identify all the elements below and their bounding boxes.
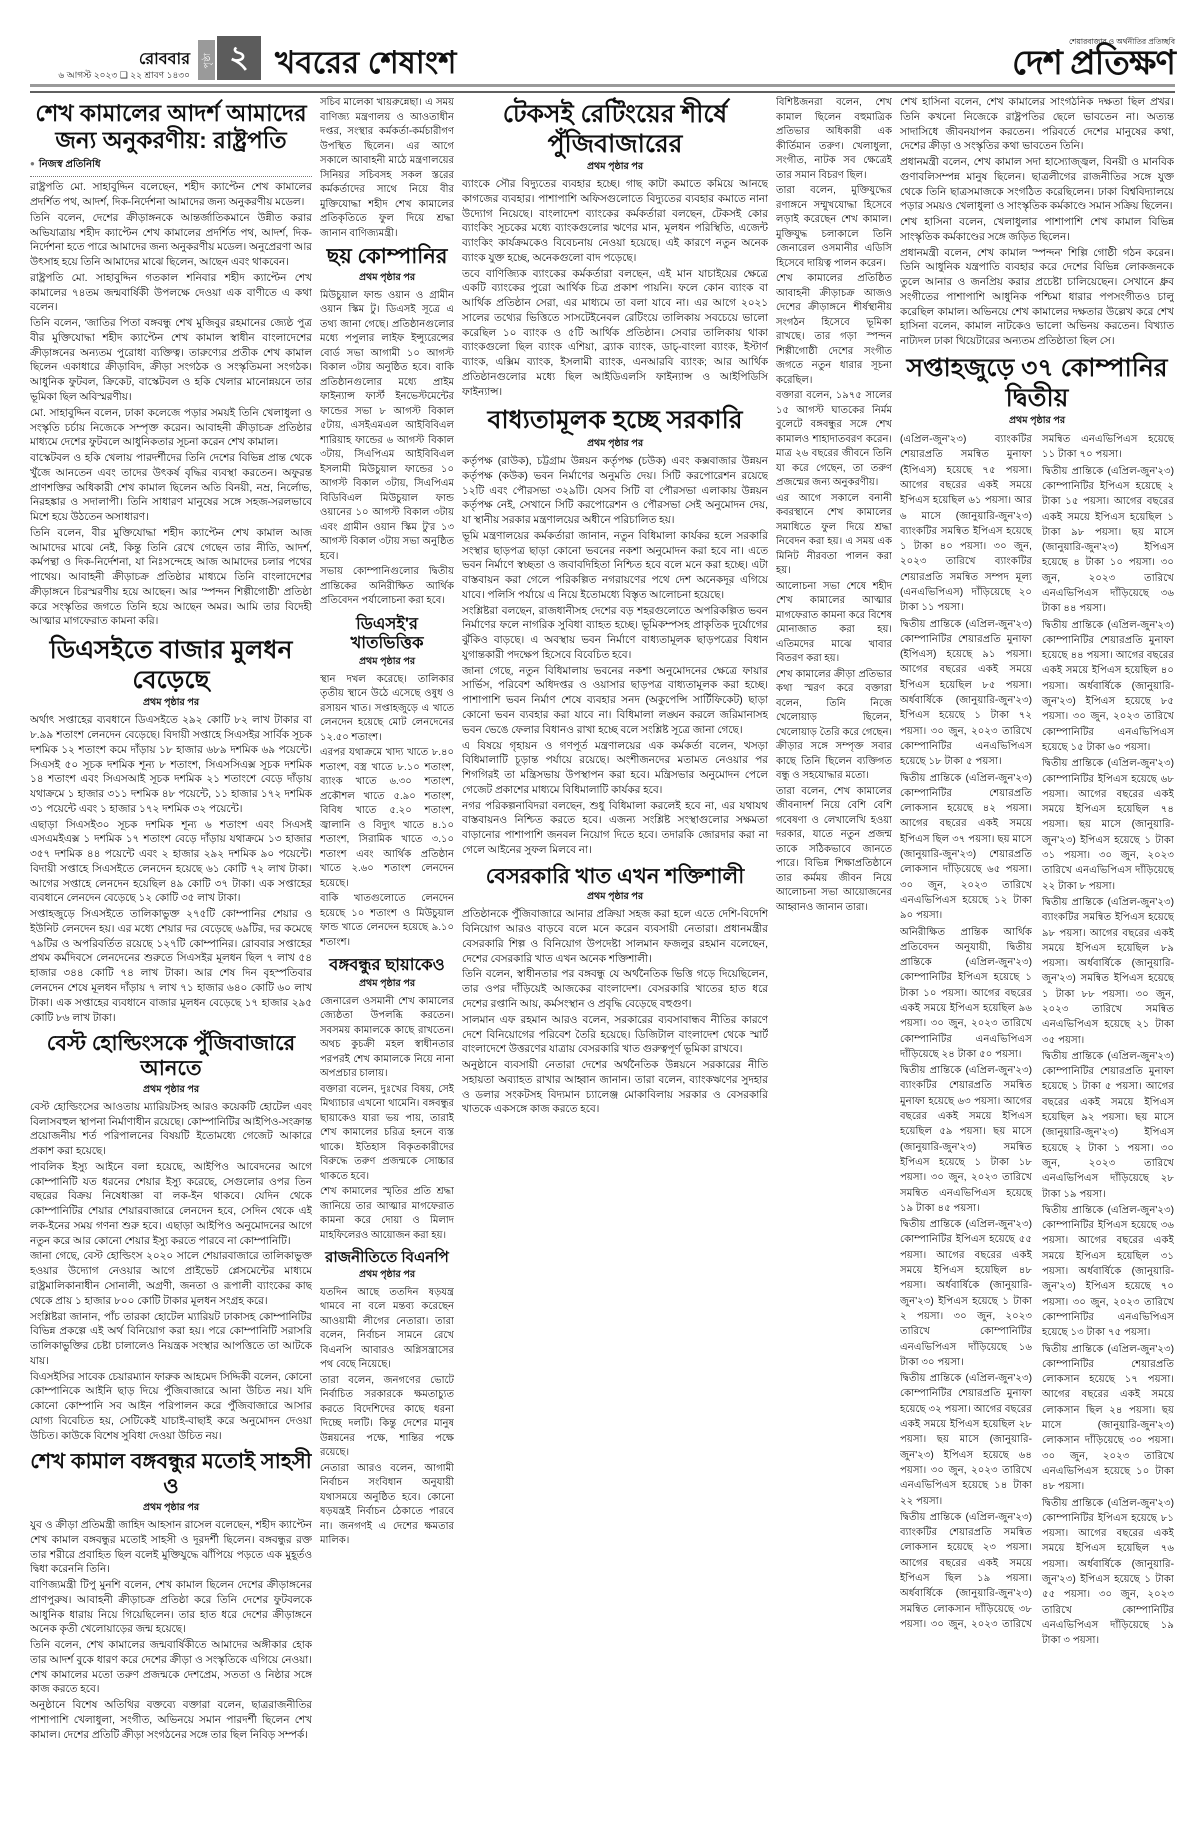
body-paragraph: শেখ হাসিনা বলেন, শেখ কামালের সাংগঠনিক দক্ষতা ছিল প্রখর। তিনি কখনো নিজেকে রাষ্ট্রপতির ছেলে ভাবতেন না। অত্যন্ত সাদাসিধে জীবনযাপন করতেন। পরিবর্তে দেশের মানুষের কথা, দেশের ক্রীড়া ও সংস্কৃতির কথা ভাবতেন তিনি। [900, 97, 1174, 153]
continued-from-front: প্রথম পৃষ্ঠার পর [142, 697, 200, 709]
continued-from-front: প্রথম পৃষ্ঠার পর [142, 1501, 200, 1513]
body-paragraph: তিনি বলেন, বীর মুক্তিযোদ্ধা শহীদ ক্যাপ্টেন শেখ কামাল আজ আমাদের মাঝে নেই, কিন্তু তিনি রেখে গেছেন তার নীতি, আদর্শ, কর্মপন্থা ও দিক-নির্দেশনা, যা নিঃসন্দেহে আজ আমাদের চলার পথের পাথেয়। আবাহনী ক্রীড়াচক্র প্রতিষ্ঠার মাধ্যমে তিনি বাংলাদেশের ক্রীড়াঙ্গনে চিরস্মরণীয় হয়ে আছেন। আর 'স্পন্দন শিল্পীগোষ্ঠী' প্রতিষ্ঠা করে সংস্কৃতির জগতে তিনি হয়ে আছেন অমর। আমি তার বিদেহী আত্মার মাগফেরাত কামনা করি। [30, 527, 312, 628]
continued-from-front: প্রথম পৃষ্ঠার পর [586, 161, 644, 172]
body-paragraph: দ্বিতীয় প্রান্তিকে (এপ্রিল-জুন'২৩) কোম্পানিটির শেয়ারপ্রতি মুনাফা হয়েছে ৪৪ পয়সা। আগের বছরের একই সময়ে ইপিএস হয়েছিল ৪০ পয়সা। অর্ধবার্ষিকে (জানুয়ারি-জুন'২৩) ইপিএস হয়েছে ৮৫ পয়সা। ৩০ জুন, ২০২৩ তারিখে কোম্পানিটির এনএভিপিএস হয়েছে ১৫ টাকা ৬০ পয়সা। [1042, 619, 1174, 753]
page-label-tab [198, 40, 215, 80]
page-label-text: পৃষ্ঠা [202, 51, 212, 69]
body-paragraph: রাষ্ট্রপতি মো. সাহাবুদ্দিন বলেছেন, শহীদ ক্যাপ্টেন শেখ কামালের প্রদর্শিত পথ, আদর্শ, দিক-নির্দেশনা আমাদের জন্য অনুকরণীয় মডেল। [30, 182, 312, 209]
article-dse-sectorwise [320, 615, 454, 950]
body-paragraph: জানা গেছে, বেস্ট হোল্ডিংস ২০২০ সালে শেয়ারবাজারে তালিকাভুক্ত হওয়ার উদ্যোগ নেওয়ার আগে প্রাইভেট প্লেসমেন্টের মাধ্যমে রাষ্ট্রমালিকানাধীন সোনালী, অগ্রণী, জনতা ও রূপালী ব্যাংকের কাছ থেকে প্রায় ১ হাজার ৮০০ কোটি টাকার মূলধন সংগ্রহ করে। [30, 1251, 312, 1307]
article-kamal-brave [30, 1450, 312, 1743]
body-paragraph: তারা বলেন, মুক্তিযুদ্ধের রণাঙ্গনে সম্মুখযোদ্ধা হিসেবে লড়াই করেছেন শেখ কামাল। মুক্তিযুদ্ধ চলাকালে তিনি জেনারেল ওসমানীর এডিসি হিসেবে দায়িত্ব পালন করেন। [776, 185, 892, 269]
masthead-logo: দেশ প্রতিক্ষণ [1012, 44, 1175, 82]
body-paragraph: তিনি বলেন, স্বাধীনতার পর বঙ্গবন্ধু যে অর্থনৈতিক ভিত্তি গড়ে দিয়েছিলেন, তার ওপর দাঁড়িয়েই আজকের বাংলাদেশ। বেসরকারি খাতের হাত ধরে দেশের রপ্তানি আয়, কর্মসংস্থান ও প্রবৃদ্ধি বেড়েছে বহুগুণ। [462, 969, 768, 1011]
body-paragraph: সভায় কোম্পানিগুলোর দ্বিতীয় প্রান্তিকের অনিরীক্ষিত আর্থিক প্রতিবেদন পর্যালোচনা করা হবে। [320, 566, 454, 607]
body-paragraph: প্রতিষ্ঠানকে পুঁজিবাজারে আনার প্রক্রিয়া সহজ করা হলে এতে দেশি-বিদেশি বিনিয়োগ আরও বাড়বে বলে মনে করেন ব্যবসায়ী নেতারা। প্রধানমন্ত্রীর বেসরকারি শিল্প ও বিনিয়োগ উপদেষ্টা সালমান ফজলুর রহমান বলেছেন, দেশের বেসরকারি খাত এখন অনেক শক্তিশালী। [462, 909, 768, 965]
continued-from-front: প্রথম পৃষ্ঠার পর [586, 437, 644, 449]
column-4 [776, 96, 892, 1834]
body-paragraph: প্রধানমন্ত্রী বলেন, শেখ কামাল 'স্পন্দন' শিল্পি গোষ্ঠী গঠন করেন। তিনি আধুনিক যন্ত্রপাতি ব্যবহার করে দেশের বিভিন্ন লোকজনকে তুলে আনার ও জনপ্রিয় করার প্রচেষ্টা চালিয়েছেন। সেখানে ধ্রুব সংগীতের পাশাপাশি আধুনিক পশ্চিমা ধারার পপসংগীতও চালু করেছিল কামাল। অভিনয়ে শেখ কামালের দক্ষতার উল্লেখ করে শেখ হাসিনা বলেন, কামাল নাটকেও ভালো অভিনয় করতেন। বিখ্যাত নাট্যদল ঢাকা থিয়েটারের অন্যতম প্রতিষ্ঠাতা ছিল সে। [900, 247, 1174, 348]
body-paragraph: যতদিন আছে ততদিন ষড়যন্ত্র থামবে না বলে মন্তব্য করেছেন আওয়ামী লীগের নেতারা। তারা বলেন, নির্বাচন সামনে রেখে বিএনপি আবারও অগ্নিসন্ত্রাসের পথ বেছে নিয়েছে। [320, 1286, 454, 1371]
body-paragraph: অনুষ্ঠানে ব্যবসায়ী নেতারা দেশের অর্থনৈতিক উন্নয়নে সরকারের নীতি সহায়তা অব্যাহত রাখার আহ্বান জানান। তারা বলেন, ব্যাংকঋণের সুদহার ও ডলার সংকটসহ বিদ্যমান চ্যালেঞ্জ মোকাবিলায় সরকার ও বেসরকারি খাতকে একসঙ্গে কাজ করতে হবে। [462, 1060, 768, 1116]
article-body [462, 178, 768, 400]
body-paragraph: ব্যাংকে সৌর বিদ্যুতের ব্যবহার হচ্ছে। গাছ কাটা কমাতে কমিয়ে আনছে কাগজের ব্যবহার। পাশাপাশি অফিসগুলোতে বিদ্যুতের ব্যবহার কমাতে নানা উদ্যোগ নিয়েছে। বাংলাদেশ ব্যাংকের কর্মকর্তারা বলছেন, টেকসই কোর ব্যাংকিং সূচকের মধ্যে ব্যাংকগুলোর ঋণের মান, মূলধন পরিস্থিতি, এজেন্ট ব্যাংকিং কার্যক্রমকেও বিবেচনায় নেওয়া হয়েছে। এই কারণে নতুন অনেক ব্যাংক যুক্ত হচ্ছে, অনেকগুলো বাদ পড়েছে। [462, 179, 768, 264]
article-headline: শেখ কামাল বঙ্গবন্ধুর মতোই সাহসী ও [30, 1450, 312, 1499]
article-best-holdings [30, 1032, 312, 1444]
body-paragraph: শেখ কামালের ক্রীড়া প্রতিভার কথা স্মরণ করে বক্তারা বলেন, তিনি নিজে খেলোয়াড় ছিলেন, খেলোয়াড় তৈরি করে গেছেন। ক্রীড়ার সঙ্গে সম্পৃক্ত সবার কাছে তিনি ছিলেন ব্যক্তিগত বন্ধু ও সহযোদ্ধার মতো। [776, 668, 892, 781]
body-paragraph: প্রধানমন্ত্রী বলেন, শেখ কামাল সদা হাস্যোজ্জ্বল, বিনয়ী ও মানবিক গুণাবলিসম্পন্ন মানুষ ছিলেন। ছাত্রলীগের রাজনীতির সঙ্গে যুক্ত থেকে তিনি ছাত্রসমাজকে সংগঠিত করেছিলেন। ঢাকা বিশ্ববিদ্যালয়ে পড়ার সময়ও খেলাধুলা ও সাংস্কৃতিক কর্মকাণ্ডে সমান সক্রিয় ছিলেন। [900, 157, 1174, 213]
continued-from-front: প্রথম পৃষ্ঠার পর [358, 271, 416, 283]
column-2 [320, 96, 454, 1834]
body-paragraph: মো. সাহাবুদ্দিন বলেন, ঢাকা কলেজে পড়ার সময়ই তিনি খেলাধুলা ও সংস্কৃতি চর্চায় নিজেকে সম্পৃক্ত করেন। আবাহনী ক্রীড়াচক্র প্রতিষ্ঠার মাধ্যমে দেশের ফুটবলে আধুনিকতার সূচনা করেন শেখ কামাল। [30, 407, 312, 449]
article-headline: বেসরকারি খাত এখন শক্তিশালী [485, 864, 745, 888]
article-body [320, 995, 454, 1244]
article-body [900, 432, 1174, 1648]
body-paragraph: দ্বিতীয় প্রান্তিকে (এপ্রিল-জুন'২৩) কোম্পানিটির শেয়ারপ্রতি লোকসান হয়েছে ৪২ পয়সা। আগের বছরের একই সময়ে ইপিএস ছিল ৩৭ পয়সা। ছয় মাসে (জানুয়ারি-জুন'২৩) শেয়ারপ্রতি লোকসান দাঁড়িয়েছে ৬৫ পয়সা। ৩০ জুন, ২০২৩ তারিখে এনএভিপিএস হয়েছে ১২ টাকা ৯০ পয়সা। [900, 772, 1032, 922]
body-paragraph: এরপর যথাক্রমে খাদ্য খাতে ৮.৪০ শতাংশ, বস্ত্র খাতে ৮.১০ শতাংশ, ব্যাংক খাতে ৬.৩০ শতাংশ, প্রকৌশল খাতে ৫.৯০ শতাংশ, বিবিধ খাতে ৫.২০ শতাংশ, জ্বালানি ও বিদ্যুৎ খাতে ৪.১০ শতাংশ, সিরামিক খাতে ৩.১০ শতাংশ এবং আর্থিক প্রতিষ্ঠান খাতে ২.৬০ শতাংশ লেনদেন হয়েছে। [320, 747, 454, 889]
article-body [30, 714, 312, 1026]
continuation-text [320, 96, 454, 241]
body-paragraph: তিনি বলেন, শেখ কামালের জন্মবার্ষিকীতে আমাদের অঙ্গীকার হোক তার আদর্শ বুকে ধারণ করে দেশের ক্রীড়া ও সংস্কৃতিকে এগিয়ে নেওয়া। শেখ কামালের মতো তরুণ প্রজন্মকে দেশপ্রেম, সততা ও নিষ্ঠার সঙ্গে কাজ করতে হবে। [30, 1640, 312, 1696]
body-paragraph: অনিরীক্ষিত প্রান্তিক আর্থিক প্রতিবেদন অনুযায়ী, দ্বিতীয় প্রান্তিকে (এপ্রিল-জুন'২৩) কোম্পানিটির ইপিএস হয়েছে ১ টাকা ১০ পয়সা। আগের বছরের একই সময়ে ইপিএস হয়েছিল ৯৬ পয়সা। ৩০ জুন, ২০২৩ তারিখে কোম্পানিটির এনএভিপিএস দাঁড়িয়েছে ২৪ টাকা ৫০ পয়সা। [900, 926, 1032, 1060]
article-body [320, 1286, 454, 1549]
body-paragraph: দ্বিতীয় প্রান্তিকে (এপ্রিল-জুন'২৩) ব্যাংকটির সমন্বিত ইপিএস হয়েছে ৯৮ পয়সা। আগের বছরের একই সময়ে ইপিএস হয়েছিল ৮৯ পয়সা। অর্ধবার্ষিকে (জানুয়ারি-জুন'২৩) সমন্বিত ইপিএস হয়েছে ১ টাকা ৮৮ পয়সা। ৩০ জুন, ২০২৩ তারিখে সমন্বিত এনএভিপিএস হয়েছে ২১ টাকা ৩৫ পয়সা। [1042, 896, 1174, 1046]
header-divider [30, 84, 1175, 93]
article-headline: ডিএসইতে বাজার মুলধন বেড়েছে [49, 636, 293, 694]
body-paragraph: যুব ও ক্রীড়া প্রতিমন্ত্রী জাহিদ আহসান রাসেল বলেছেন, শহীদ ক্যাপ্টেন শেখ কামাল বঙ্গবন্ধুর মতোই সাহসী ও দূরদর্শী ছিলেন। বঙ্গবন্ধুর রক্ত তার শরীরে প্রবাহিত ছিল বলেই মুক্তিযুদ্ধে ঝাঁপিয়ে পড়তে এক মুহূর্তও দ্বিধা করেননি তিনি। [30, 1519, 312, 1576]
article-37-companies-q2 [900, 354, 1174, 1648]
body-paragraph: দ্বিতীয় প্রান্তিকে (এপ্রিল-জুন'২৩) কোম্পানিটির শেয়ারপ্রতি মুনাফা হয়েছে ৩২ পয়সা। আগের বছরের একই সময়ে ইপিএস হয়েছিল ২৮ পয়সা। ছয় মাসে (জানুয়ারি-জুন'২৩) ইপিএস হয়েছে ৬৪ পয়সা। ৩০ জুন, ২০২৩ তারিখে এনএভিপিএস হয়েছে ১৪ টাকা ২২ পয়সা। [900, 1373, 1032, 1507]
article-headline: রাজনীতিতে বিএনপি [325, 1249, 449, 1267]
body-paragraph: দ্বিতীয় প্রান্তিকে (এপ্রিল-জুন'২৩) ব্যাংকটির শেয়ারপ্রতি সমন্বিত মুনাফা হয়েছে ৬৩ পয়সা। আগের বছরের একই সময়ে ইপিএস হয়েছিল ৫৯ পয়সা। ছয় মাসে (জানুয়ারি-জুন'২৩) সমন্বিত ইপিএস হয়েছে ১ টাকা ১৮ পয়সা। ৩০ জুন, ২০২৩ তারিখে সমন্বিত এনএভিপিএস হয়েছে ১৯ টাকা ৪৫ পয়সা। [900, 1065, 1032, 1214]
article-dse-market-cap [30, 636, 312, 1026]
continued-from-front: প্রথম পৃষ্ঠার পর [358, 977, 416, 989]
article-headline: বেস্ট হোল্ডিংসকে পুঁজিবাজারে আনতে [46, 1032, 296, 1081]
continued-from-front: প্রথম পৃষ্ঠার পর [586, 891, 644, 903]
article-body [320, 673, 454, 951]
section-title: খবরের শেষাংশ [275, 45, 457, 80]
body-paragraph: রাষ্ট্রপতি মো. সাহাবুদ্দিন গতকাল শনিবার শহীদ ক্যাপ্টেন শেখ কামালের ৭৪তম জন্মবার্ষিকী উপলক্ষে দেওয়া এক বাণীতে এ কথা বলেন। [30, 272, 312, 314]
body-paragraph: সংশ্লিষ্টরা জানান, পাঁচ তারকা হোটেল ম্যারিয়ট ঢাকাসহ কোম্পানিটির বিভিন্ন প্রকল্পে এই অর্থ বিনিয়োগ করা হয়। পরে কোম্পানিটি সরাসরি তালিকাভুক্তির চেষ্টা চালালেও নিয়ন্ত্রক সংস্থার আপত্তিতে তা আটকে যায়। [30, 1311, 312, 1367]
body-paragraph: দ্বিতীয় প্রান্তিকে (এপ্রিল-জুন'২৩) কোম্পানিটির শেয়ারপ্রতি মুনাফা (ইপিএস) হয়েছে ৯১ পয়সা। আগের বছরের একই সময়ে ইপিএস হয়েছিল ৮৫ পয়সা। অর্ধবার্ষিকে (জানুয়ারি-জুন'২৩) ইপিএস হয়েছে ১ টাকা ৭২ পয়সা। ৩০ জুন, ২০২৩ তারিখে কোম্পানিটির এনএভিপিএস হয়েছে ১৮ টাকা ৫ পয়সা। [900, 618, 1032, 768]
column-1 [30, 96, 312, 1834]
article-body [462, 908, 768, 1118]
masthead [1012, 38, 1175, 81]
body-paragraph: তারা বলেন, জনগণের ভোটে নির্বাচিত সরকারকে ক্ষমতাচ্যুত করতে বিদেশিদের কাছে ধরনা দিচ্ছে দলটি। কিন্তু দেশের মানুষ উন্নয়নের পক্ষে, শান্তির পক্ষে রয়েছে। [320, 1374, 454, 1459]
article-headline: ডিএসই'র খাতভিত্তিক [350, 614, 424, 653]
article-sheikh-kamal-ideal [30, 100, 312, 630]
body-paragraph: শেখ কামালের স্মৃতির প্রতি শ্রদ্ধা জানিয়ে তার আত্মার মাগফেরাত কামনা করে দোয়া ও মিলাদ মাহফিলেরও আয়োজন করা হয়। [320, 1186, 454, 1241]
body-paragraph: আলোচনা সভা শেষে শহীদ শেখ কামালের আত্মার মাগফেরাত কামনা করে বিশেষ মোনাজাত করা হয়। এতিমদের মাঝে খাবার বিতরণ করা হয়। [776, 580, 892, 664]
body-paragraph: সালমান এফ রহমান আরও বলেন, সরকারের ব্যবসাবান্ধব নীতির কারণে দেশে বিনিয়োগের পরিবেশ তৈরি হয়েছে। ডিজিটাল বাংলাদেশ থেকে স্মার্ট বাংলাদেশে উত্তরণের যাত্রায় বেসরকারি খাত গুরুত্বপূর্ণ ভূমিকা রাখবে। [462, 1014, 768, 1056]
article-headline: ছয় কোম্পানির [326, 245, 448, 268]
body-paragraph: বক্তারা বলেন, ১৯৭৫ সালের ১৫ আগস্ট ঘাতকের নির্মম বুলেটে বঙ্গবন্ধুর সঙ্গে শেখ কামালও শাহাদাতবরণ করেন। মাত্র ২৬ বছরের জীবনে তিনি যা করে গেছেন, তা তরুণ প্রজন্মের জন্য অনুকরণীয়। [776, 390, 892, 488]
body-paragraph: এছাড়া সিএসই৩০ সূচক দশমিক শূন্য ৬ শতাংশ এবং সিএসই এসএমইএক্স ১ দশমিক ১৭ শতাংশ বেড়ে দাঁড়ায় যথাক্রমে ১৩ হাজার ৩৫৭ দশমিক ৪৪ পয়েন্টে এবং ২ হাজার ২৯২ দশমিক ৯০ পয়েন্টে। বিদায়ী সপ্তাহে সিএসইতে লেনদেন হয়েছে ৬১ কোটি ৭২ লাখ টাকা। আগের সপ্তাহে লেনদেন হয়েছিল ৪৯ কোটি ৩৭ টাকা। এক সপ্তাহের ব্যবধানে লেনদেন বেড়েছে ১২ কোটি ৩৫ লাখ টাকা। [30, 819, 312, 905]
body-paragraph: পাবলিক ইস্যু আইনে বলা হয়েছে, আইপিও আবেদনের আগে কোম্পানিটি যত ধরনের শেয়ার ইস্যু করেছে, সেগুলোর ওপর তিন বছরের বিক্রয় নিষেধাজ্ঞা বা লক-ইন থাকবে। যেদিন থেকে কোম্পানিটির শেয়ার শেয়ারবাজারে লেনদেন হবে, সেদিন থেকে এই লক-ইনের সময় গণনা শুরু হবে। এছাড়া আইপিও অনুমোদনের আগে নতুন করে আর কোনো শেয়ার ইস্যু করতে পারবে না কোম্পানিটি। [30, 1161, 312, 1247]
body-paragraph: তবে বাণিজ্যিক ব্যাংকের কর্মকর্তারা বলছেন, এই মান যাচাইয়ের ক্ষেত্রে একটি ব্যাংকের পুরো আর্থিক চিত্র প্রকাশ পায়নি। ফলে কোন ব্যাংক বা আর্থিক প্রতিষ্ঠান সেরা, এর মাধ্যমে তা বলা যাবে না। এর আগে ২০২১ সালের তথ্যের ভিত্তিতে সাসটেইনেবল রেটিংয়ে তালিকায় সবচেয়ে ভালো করেছিল ১০ ব্যাংক ও ৫টি আর্থিক প্রতিষ্ঠান। সেবার তালিকায় থাকা ব্যাংকগুলো ছিল ব্যাংক এশিয়া, ব্র্যাক ব্যাংক, ডাচ্-বাংলা ব্যাংক, ইস্টার্ণ ব্যাংক, এক্সিম ব্যাংক, ইসলামী ব্যাংক, এনআরবি ব্যাংক; আর আর্থিক প্রতিষ্ঠানগুলোর মধ্যে ছিল আইডিএলসি ফাইন্যান্স ও আইপিডিসি ফাইন্যান্স। [462, 268, 768, 398]
body-paragraph: তিনি বলেন, দেশের ক্রীড়াঙ্গনকে আন্তর্জাতিকমানে উন্নীত করার অভিযাত্রায় শহীদ ক্যাপ্টেন শেখ কামালের প্রদর্শিত পথ, আদর্শ, দিক-নির্দেশনা হতে পারে আমাদের জন্য অনুকরণীয় মডেল। অনুপ্রেরণা আর উৎসাহ হয়ে তিনি আমাদের মাঝে ছিলেন, আছেন এবং থাকবেন। [30, 212, 312, 269]
article-mandatory-govt [462, 406, 768, 858]
body-paragraph: জেনারেল ওসমানী শেখ কামালের জ্যেষ্ঠতা উপলব্ধি করতেন। সবসময় কামালকে কাছে রাখতেন। অথচ কুচক্রী মহল স্বাধীনতার পরপরই শেখ কামালকে নিয়ে নানা অপপ্রচার চালায়। [320, 995, 454, 1080]
body-paragraph: শেখ কামালের প্রতিষ্ঠিত আবাহনী ক্রীড়াচক্র আজও দেশের ক্রীড়াঙ্গনে শীর্ষস্থানীয় সংগঠন হিসেবে ভূমিকা রাখছে। তার গড়া স্পন্দন শিল্পীগোষ্ঠী দেশের সংগীত জগতে নতুন ধারার সূচনা করেছিল। [776, 273, 892, 386]
body-paragraph: নগর পরিকল্পনাবিদরা বলছেন, শুধু বিধিমালা করলেই হবে না, এর যথাযথ বাস্তবায়নও নিশ্চিত করতে হবে। এজন্য সংশ্লিষ্ট সংস্থাগুলোর সক্ষমতা বাড়ানোর পাশাপাশি জনবল নিয়োগ দিতে হবে। তদারকি জোরদার করা না গেলে আইনের সুফল মিলবে না। [462, 800, 768, 856]
article-private-sector-strong [462, 865, 768, 1118]
body-paragraph: দ্বিতীয় প্রান্তিকে (এপ্রিল-জুন'২৩) কোম্পানিটির শেয়ারপ্রতি লোকসান হয়েছে ১৭ পয়সা। আগের বছরের একই সময়ে লোকসান ছিল ২৪ পয়সা। ছয় মাসে (জানুয়ারি-জুন'২৩) লোকসান দাঁড়িয়েছে ৩০ পয়সা। ৩০ জুন, ২০২৩ তারিখে এনএভিপিএস হয়েছে ১০ টাকা ৪৮ পয়সা। [1042, 1343, 1174, 1493]
body-paragraph: কর্তৃপক্ষ (রাউক), চট্টগ্রাম উন্নয়ন কর্তৃপক্ষ (চউক) এবং কক্সবাজার উন্নয়ন কর্তৃপক্ষ (কউক) ভবন নির্মাণের অনুমতি দেয়। সিটি করপোরেশন রয়েছে ১২টি এবং পৌরসভা ৩২৯টি। যেসব সিটি বা পৌরসভা এলাকায় উন্নয়ন কর্তৃপক্ষ নেই, সেখানে সিটি করপোরেশন ও পৌরসভা সেই অনুমোদন দেয়, যা স্থানীয় সরকার মন্ত্রণালয়ের অধীনে পরিচালিত হয়। [462, 455, 768, 527]
article-body [462, 455, 768, 859]
body-paragraph: এ বিষয়ে গৃহায়ন ও গণপূর্ত মন্ত্রণালয়ের এক কর্মকর্তা বলেন, খসড়া বিধিমালাটি চূড়ান্ত পর্যায়ে রয়েছে। অংশীজনদের মতামত নেওয়ার পর শিগগিরই তা মন্ত্রিসভায় উপস্থাপন করা হবে। মন্ত্রিসভার অনুমোদন পেলে গেজেট প্রকাশের মাধ্যমে বিধিমালাটি কার্যকর হবে। [462, 740, 768, 796]
continued-from-front: প্রথম পৃষ্ঠার পর [358, 655, 416, 667]
article-body [30, 1101, 312, 1445]
article-headline: বঙ্গবন্ধুর ছায়াকেও [329, 956, 445, 975]
continued-from-front: প্রথম পৃষ্ঠার পর [1008, 415, 1066, 427]
body-paragraph: (এপ্রিল-জুন'২৩) ব্যাংকটির শেয়ারপ্রতি সমন্বিত মুনাফা (ইপিএস) হয়েছে ৭৫ পয়সা। আগের বছরের একই সময়ে ইপিএস হয়েছিল ৬১ পয়সা। আর ৬ মাসে (জানুয়ারি-জুন'২৩) ব্যাংকটির সমন্বিত ইপিএস হয়েছে ১ টাকা ৪০ পয়সা। ৩০ জুন, ২০২৩ তারিখে ব্যাংকটির শেয়ারপ্রতি সমন্বিত সম্পদ মূল্য (এনএভিপিএস) দাঁড়িয়েছে ২০ টাকা ১১ পয়সা। [900, 434, 1032, 614]
page-header [30, 28, 1175, 80]
continued-from-front: প্রথম পৃষ্ঠার পর [358, 1268, 416, 1280]
body-paragraph: সপ্তাহজুড়ে সিএসইতে তালিকাভুক্ত ২৭৫টি কোম্পানির শেয়ার ও ইউনিট লেনদেন হয়। এর মধ্যে শেয়ার দর বেড়েছে ৬৯টির, দর কমেছে ৭৯টির ও অপরিবর্তিত রয়েছে ১২৭টি কোম্পানির। রোববার সপ্তাহের প্রথম কর্মদিবসে লেনদেনের শুরুতে সিএসইর মূলধন ছিল ৭ লাখ ৫৪ হাজার ৩৪৪ কোটি ৭৪ লাখ টাকা। আর শেষ দিন বৃহস্পতিবার লেনদেন শেষে মূলধন দাঁড়ায় ৭ লাখ ৭১ হাজার ৬৪০ কোটি ৬০ লাখ টাকা। এক সপ্তাহের ব্যবধানে বাজার মূলধন বেড়েছে ১৭ হাজার ২৯৫ কোটি ৮৬ লাখ টাকা। [30, 909, 312, 1024]
body-paragraph: দ্বিতীয় প্রান্তিকে (এপ্রিল-জুন'২৩) কোম্পানিটির শেয়ারপ্রতি মুনাফা হয়েছে ১ টাকা ৫ পয়সা। আগের বছরের একই সময়ে ইপিএস হয়েছিল ৯২ পয়সা। ছয় মাসে (জানুয়ারি-জুন'২৩) ইপিএস হয়েছে ২ টাকা ১ পয়সা। ৩০ জুন, ২০২৩ তারিখে এনএভিপিএস দাঁড়িয়েছে ২৮ টাকা ১৯ পয়সা। [1042, 1050, 1174, 1200]
masthead-tagline: শেয়ারবাজার ও অর্থনীতির প্রতিচ্ছবি [1069, 36, 1175, 46]
body-paragraph: নেতারা আরও বলেন, আগামী নির্বাচন সংবিধান অনুযায়ী যথাসময়ে অনুষ্ঠিত হবে। কোনো ষড়যন্ত্রই নির্বাচন ঠেকাতে পারবে না। জনগণই এ দেশের ক্ষমতার মালিক। [320, 1462, 454, 1547]
body-paragraph: বিএসইসির সাবেক চেয়ারম্যান ফারুক আহমেদ সিদ্দিকী বলেন, কোনো কোম্পানিকে আইনি ছাড় দিয়ে পুঁজিবাজারে আনা উচিত নয়। যদি কোনো কোম্পানি সব আইন পরিপালন করে পুঁজিবাজারে আসার যোগ্য বিবেচিত হয়, সেটিকেই যাচাই-বাছাই করে অনুমোদন দেওয়া উচিত। কাউকে বিশেষ সুবিধা দেওয়া উচিত নয়। [30, 1371, 312, 1442]
article-bangabandhu-shadow [320, 956, 454, 1243]
body-paragraph: সংশ্লিষ্টরা বলছেন, রাজধানীসহ দেশের বড় শহরগুলোতে অপরিকল্পিত ভবন নির্মাণের ফলে নাগরিক সুবিধা ব্যাহত হচ্ছে। ভূমিকম্পসহ প্রাকৃতিক দুর্যোগের ঝুঁকিও বাড়ছে। এ অবস্থায় ভবন নির্মাণে বাধ্যতামূলক ছাড়পত্রের বিধান যুগান্তকারী পদক্ষেপ হিসেবে বিবেচিত হবে। [462, 605, 768, 661]
body-paragraph: এর আগে সকালে বনানী কবরস্থানে শেখ কামালের সমাধিতে ফুল দিয়ে শ্রদ্ধা নিবেদন করা হয়। এ সময় এক মিনিট নীরবতা পালন করা হয়। [776, 492, 892, 576]
article-body [30, 181, 312, 630]
byline [30, 157, 312, 174]
article-bnp-politics [320, 1249, 454, 1549]
body-paragraph: বাকি খাতগুলোতে লেনদেন হয়েছে ১০ শতাংশ ও মিউচুয়াল ফান্ড খাতে লেনদেন হয়েছে ৯.১০ শতাংশ। [320, 893, 454, 948]
body-paragraph: জানা গেছে, নতুন বিধিমালায় ভবনের নকশা অনুমোদনের ক্ষেত্রে ফায়ার সার্ভিস, পরিবেশ অধিদপ্তর ও ওয়াসার ছাড়পত্র বাধ্যতামূলক করা হচ্ছে। পাশাপাশি ভবন নির্মাণ শেষে ব্যবহার সনদ (অকুপেন্সি সার্টিফিকেট) ছাড়া কোনো ভবন ব্যবহার করা যাবে না। বিধিমালা লঙ্ঘন করলে জরিমানাসহ ভবন ভেঙে ফেলার বিধানও রাখা হচ্ছে বলে সংশ্লিষ্ট সূত্রে জানা গেছে। [462, 665, 768, 736]
article-headline: সপ্তাহজুড়ে ৩৭ কোম্পানির দ্বিতীয় [906, 354, 1168, 412]
body-paragraph: দ্বিতীয় প্রান্তিকে (এপ্রিল-জুন'২৩) ব্যাংকটির শেয়ারপ্রতি সমন্বিত লোকসান হয়েছে ২৩ পয়সা। আগের বছরের একই সময়ে ইপিএস ছিল ১৯ পয়সা। অর্ধবার্ষিকে (জানুয়ারি-জুন'২৩) সমন্বিত লোকসান দাঁড়িয়েছে ৩৮ পয়সা। ৩০ জুন, ২০২৩ তারিখে সমন্বিত এনএভিপিএস হয়েছে ১১ টাকা ৭০ পয়সা। [900, 434, 1174, 1630]
page-number-box: ২ [217, 36, 261, 80]
body-paragraph: অর্থাৎ সপ্তাহের ব্যবধানে ডিএসইতে ২৯২ কোটি ৮২ লাখ টাকার বা ৮.৯৯ শতাংশ লেনদেন বেড়েছে। বিদায়ী সপ্তাহে সিএসইর সার্বিক সূচক দশমিক ১২ শতাংশ কমে দাঁড়ায় ১৮ হাজার ৬৮৯ দশমিক ৬৯ পয়েন্টে। সিএসই ৫০ সূচক দশমিক শূন্য ৮ শতাংশ, সিএসসিএক্স সূচক দশমিক ১৪ শতাংশ এবং সিএসআই সূচক দশমিক ২১ শতাংশে বেড়ে দাঁড়ায় যথাক্রমে ১ হাজার ৩১১ দশমিক ৪৮ পয়েন্টে, ১১ হাজার ১৭২ দশমিক ৩১ পয়েন্টে এবং ১ হাজার ১৭২ দশমিক ৩২ পয়েন্টে। [30, 715, 312, 815]
body-paragraph: স্থান দখল করেছে। তালিকার তৃতীয় স্থানে উঠে এসেছে ওষুধ ও রসায়ন খাত। সপ্তাহজুড়ে এ খাতে লেনদেন হয়েছে মোট লেনদেনের ১২.৫০ শতাংশ। [320, 673, 454, 743]
body-paragraph: দ্বিতীয় প্রান্তিকে (এপ্রিল-জুন'২৩) কোম্পানিটির ইপিএস হয়েছে ৮১ পয়সা। আগের বছরের একই সময়ে ইপিএস হয়েছিল ৭৬ পয়সা। অর্ধবার্ষিকে (জানুয়ারি-জুন'২৩) ইপিএস হয়েছে ১ টাকা ৫৫ পয়সা। ৩০ জুন, ২০২৩ তারিখে কোম্পানিটির এনএভিপিএস দাঁড়িয়েছে ১৯ টাকা ৩ পয়সা। [1042, 1497, 1174, 1647]
body-paragraph: মিউচুয়াল ফান্ড ওয়ান ও গ্রামীন ওয়ান স্কিম টু। ডিএসই সূত্রে এ তথ্য জানা গেছে। প্রতিষ্ঠানগুলোর মধ্যে পপুলার লাইফ ইন্স্যুরেন্সের বোর্ড সভা আগামী ১০ আগস্ট বিকাল ৩টায় অনুষ্ঠিত হবে। বাকি প্রতিষ্ঠানগুলোর মধ্যে প্রাইম ফাইন্যান্স ফার্স্ট ইনভেস্টমেন্টের ফান্ডের সভা ৮ আগস্ট বিকাল ৫টায়, এসইএমএল আইবিবিএল শারিয়াহ ফান্ডের ৬ আগস্ট বিকাল ৩টায়, সিএপিএম আইবিবিএল ইসলামী মিউচুয়াল ফান্ডের ১০ আগস্ট বিকাল ৩টায়, সিএপিএম বিডিবিএল মিউচুয়াল ফান্ড ওয়ানের ১০ আগস্ট বিকাল ৩টায় এবং গ্রামীন ওয়ান স্কিম টু'র ১৩ আগস্ট বিকাল ৩টায় সভা অনুষ্ঠিত হবে। [320, 289, 454, 562]
body-paragraph: দ্বিতীয় প্রান্তিকে (এপ্রিল-জুন'২৩) কোম্পানিটির ইপিএস হয়েছে ৬৮ পয়সা। আগের বছরের একই সময়ে ইপিএস হয়েছিল ৭৪ পয়সা। ছয় মাসে (জানুয়ারি-জুন'২৩) ইপিএস হয়েছে ১ টাকা ৩১ পয়সা। ৩০ জুন, ২০২৩ তারিখে এনএভিপিএস দাঁড়িয়েছে ২২ টাকা ৮ পয়সা। [1042, 758, 1174, 892]
body-paragraph: বেস্ট হোল্ডিংসের আওতায় ম্যারিয়টসহ আরও কয়েকটি হোটেল এবং বিলাসবহুল স্থাপনা নির্মাণাধীন রয়েছে। কোম্পানিটির আইপিও-সংক্রান্ত প্রয়োজনীয় শর্ত পরিপালনের বিষয়টি ইতোমধ্যে গেজেট আকারে প্রকাশ করা হয়েছে। [30, 1101, 312, 1158]
body-paragraph: দ্বিতীয় প্রান্তিকে (এপ্রিল-জুন'২৩) কোম্পানিটির ইপিএস হয়েছে ৩৬ পয়সা। আগের বছরের একই সময়ে ইপিএস হয়েছিল ৩১ পয়সা। অর্ধবার্ষিকে (জানুয়ারি-জুন'২৩) ইপিএস হয়েছে ৭০ পয়সা। ৩০ জুন, ২০২৩ তারিখে কোম্পানিটির এনএভিপিএস হয়েছে ১৩ টাকা ৭৫ পয়সা। [1042, 1204, 1174, 1339]
body-paragraph: ভূমি মন্ত্রণালয়ের কর্মকর্তারা জানান, নতুন বিধিমালা কার্যকর হলে সরকারি সংস্থার ছাড়পত্র ছাড়া কোনো ভবনের নকশা অনুমোদন করা হবে না। এতে ভবন নির্মাণে স্বচ্ছতা ও জবাবদিহিতা নিশ্চিত হবে বলে মনে করা হচ্ছে। এটা বাস্তবায়ন করা গেলে পরিকল্পিত নগরায়ণের পথে দেশ অনেকদূর এগিয়ে যাবে। পলিসি পর্যায়ে এ নিয়ে ইতোমধ্যে বিস্তৃত আলোচনা হয়েছে। [462, 530, 768, 601]
body-paragraph: তারা বলেন, শেখ কামালের জীবনাদর্শ নিয়ে বেশি বেশি গবেষণা ও লেখালেখি হওয়া দরকার, যাতে নতুন প্রজন্ম তাকে সঠিকভাবে জানতে পারে। বিভিন্ন শিক্ষাপ্রতিষ্ঠানে তার কর্মময় জীবন নিয়ে আলোচনা সভা আয়োজনের আহ্বানও জানান তারা। [776, 785, 892, 913]
body-paragraph: সচিব মালেকা খায়রুন্নেছা। এ সময় বাণিজ্য মন্ত্রণালয় ও আওতাধীন দপ্তর, সংস্থার কর্মকর্তা-কর্মচারীগণ উপস্থিত ছিলেন। এর আগে সকালে আবাহনী মাঠে মন্ত্রণালয়ের সিনিয়র সচিবসহ সকল স্তরের কর্মকর্তাদের সাথে নিয়ে বীর মুক্তিযোদ্ধা শহীদ শেখ কামালের প্রতিকৃতিতে ফুল দিয়ে শ্রদ্ধা জানান বাণিজ্যমন্ত্রী। [320, 97, 454, 239]
article-body [30, 1519, 312, 1743]
article-sustainable-rating [462, 100, 768, 400]
body-paragraph: দ্বিতীয় প্রান্তিকে (এপ্রিল-জুন'২৩) কোম্পানিটির ইপিএস হয়েছে ৫৫ পয়সা। আগের বছরের একই সময়ে ইপিএস হয়েছিল ৪৮ পয়সা। অর্ধবার্ষিকে (জানুয়ারি-জুন'২৩) ইপিএস হয়েছে ১ টাকা ২ পয়সা। ৩০ জুন, ২০২৩ তারিখে কোম্পানিটির এনএভিপিএস দাঁড়িয়েছে ১৬ টাকা ৩০ পয়সা। [900, 1219, 1032, 1368]
continuation-text [776, 96, 892, 915]
dotted-divider [30, 176, 312, 177]
bullet-icon: ● [30, 159, 35, 169]
body-paragraph: বাণিজ্যমন্ত্রী টিপু মুনশি বলেন, শেখ কামাল ছিলেন দেশের ক্রীড়াঙ্গনের প্রাণপুরুষ। আবাহনী ক্রীড়াচক্র প্রতিষ্ঠা করে তিনি দেশের ফুটবলকে আধুনিক ধারায় নিয়ে গিয়েছিলেন। তার হাত ধরে দেশের ক্রীড়াঙ্গনে অনেক কৃতী খেলোয়াড়ের জন্ম হয়েছে। [30, 1580, 312, 1636]
body-paragraph: দ্বিতীয় প্রান্তিকে (এপ্রিল-জুন'২৩) কোম্পানিটির ইপিএস হয়েছে ২ টাকা ১৫ পয়সা। আগের বছরের একই সময়ে ইপিএস হয়েছিল ১ টাকা ৯৮ পয়সা। ছয় মাসে (জানুয়ারি-জুন'২৩) ইপিএস হয়েছে ৪ টাকা ১০ পয়সা। ৩০ জুন, ২০২৩ তারিখে এনএভিপিএস দাঁড়িয়েছে ৩৬ টাকা ৪৪ পয়সা। [1042, 465, 1174, 615]
continuation-text [900, 96, 1174, 350]
article-six-companies [320, 245, 454, 609]
byline-text: নিজস্ব প্রতিনিধি [38, 159, 101, 171]
body-paragraph: শেখ হাসিনা বলেন, খেলাধুলার পাশাপাশি শেখ কামাল বিভিন্ন সাংস্কৃতিক কর্মকাণ্ডের সঙ্গে জড়িত ছিলেন। [900, 217, 1174, 243]
column-5 [900, 96, 1174, 1834]
body-paragraph: অনুষ্ঠানে বিশেষ অতিথির বক্তব্যে বক্তারা বলেন, ছাত্ররাজনীতির পাশাপাশি খেলাধুলা, সংগীত, অভিনয়ে সমান পারদর্শী ছিলেন শেখ কামাল। দেশের প্রতিটি ক্রীড়া সংগঠনের সঙ্গে তার ছিল নিবিড় সম্পর্ক। [30, 1700, 312, 1741]
continued-from-front: প্রথম পৃষ্ঠার পর [142, 1083, 200, 1095]
body-paragraph: তিনি বলেন, 'জাতির পিতা বঙ্গবন্ধু শেখ মুজিবুর রহমানের জ্যেষ্ঠ পুত্র বীর মুক্তিযোদ্ধা শহীদ ক্যাপ্টেন শেখ কামাল স্বাধীন বাংলাদেশের ক্রীড়াঙ্গনের অন্যতম পুরোধা ব্যক্তিত্ব। তারুণ্যের প্রতীক শেখ কামাল ছিলেন একাধারে ক্রীড়াবিদ, ক্রীড়া সংগঠক ও সংস্কৃতিমনা সংগঠক। আধুনিক ফুটবল, ক্রিকেট, বাস্কেটবল ও হকি খেলার মানোন্নয়নে তার ভূমিকা ছিল অবিস্মরণীয়। [30, 318, 312, 403]
date-block [30, 51, 198, 80]
date-line: ৬ আগস্ট ২০২৩ ❑ ২২ শ্রাবণ ১৪৩০ [58, 69, 190, 80]
column-3 [462, 96, 768, 1834]
body-paragraph: বক্তারা বলেন, দুঃখের বিষয়, সেই মিথ্যাচার এখনো থামেনি। বঙ্গবন্ধুর ছায়াকেও যারা ভয় পায়, তারাই শেখ কামালের চরিত্র হননে ব্যস্ত থাকে। ইতিহাস বিকৃতকারীদের বিরুদ্ধে তরুণ প্রজন্মকে সোচ্চার থাকতে হবে। [320, 1083, 454, 1182]
article-headline: শেখ কামালের আদর্শ আমাদের জন্য অনুকরণীয়: রাষ্ট্রপতি [35, 100, 307, 154]
article-body [320, 289, 454, 609]
article-headline: বাধ্যতামূলক হচ্ছে সরকারি [487, 406, 743, 435]
body-paragraph: বাস্কেটবল ও হকি খেলায় পারদর্শীদের তিনি দেশের বিভিন্ন প্রান্ত থেকে খুঁজে আনতেন এবং তাদের উৎকর্ষ বৃদ্ধির ব্যবস্থা করতেন। অফুরন্ত প্রাণশক্তির অধিকারী শেখ কামাল ছিলেন অতি বিনয়ী, নম্র, নির্লোভ, নিরহঙ্কার ও সদালাপী। তিনি সাধারণ মানুষের সঙ্গে সহজ-সরলভাবে মিশে হয়ে উঠতেন অসাধারণ। [30, 453, 312, 524]
article-headline: টেকসই রেটিংয়ের শীর্ষে পুঁজিবাজারের [502, 100, 728, 158]
weekday-label: রোববার [138, 51, 190, 69]
body-paragraph: বিশিষ্টজনরা বলেন, শেখ কামাল ছিলেন বহুমাত্রিক প্রতিভার অধিকারী এক কীর্তিমান তরুণ। খেলাধুলা, সংগীত, নাটক সব ক্ষেত্রেই তার সমান বিচরণ ছিল। [776, 97, 892, 181]
